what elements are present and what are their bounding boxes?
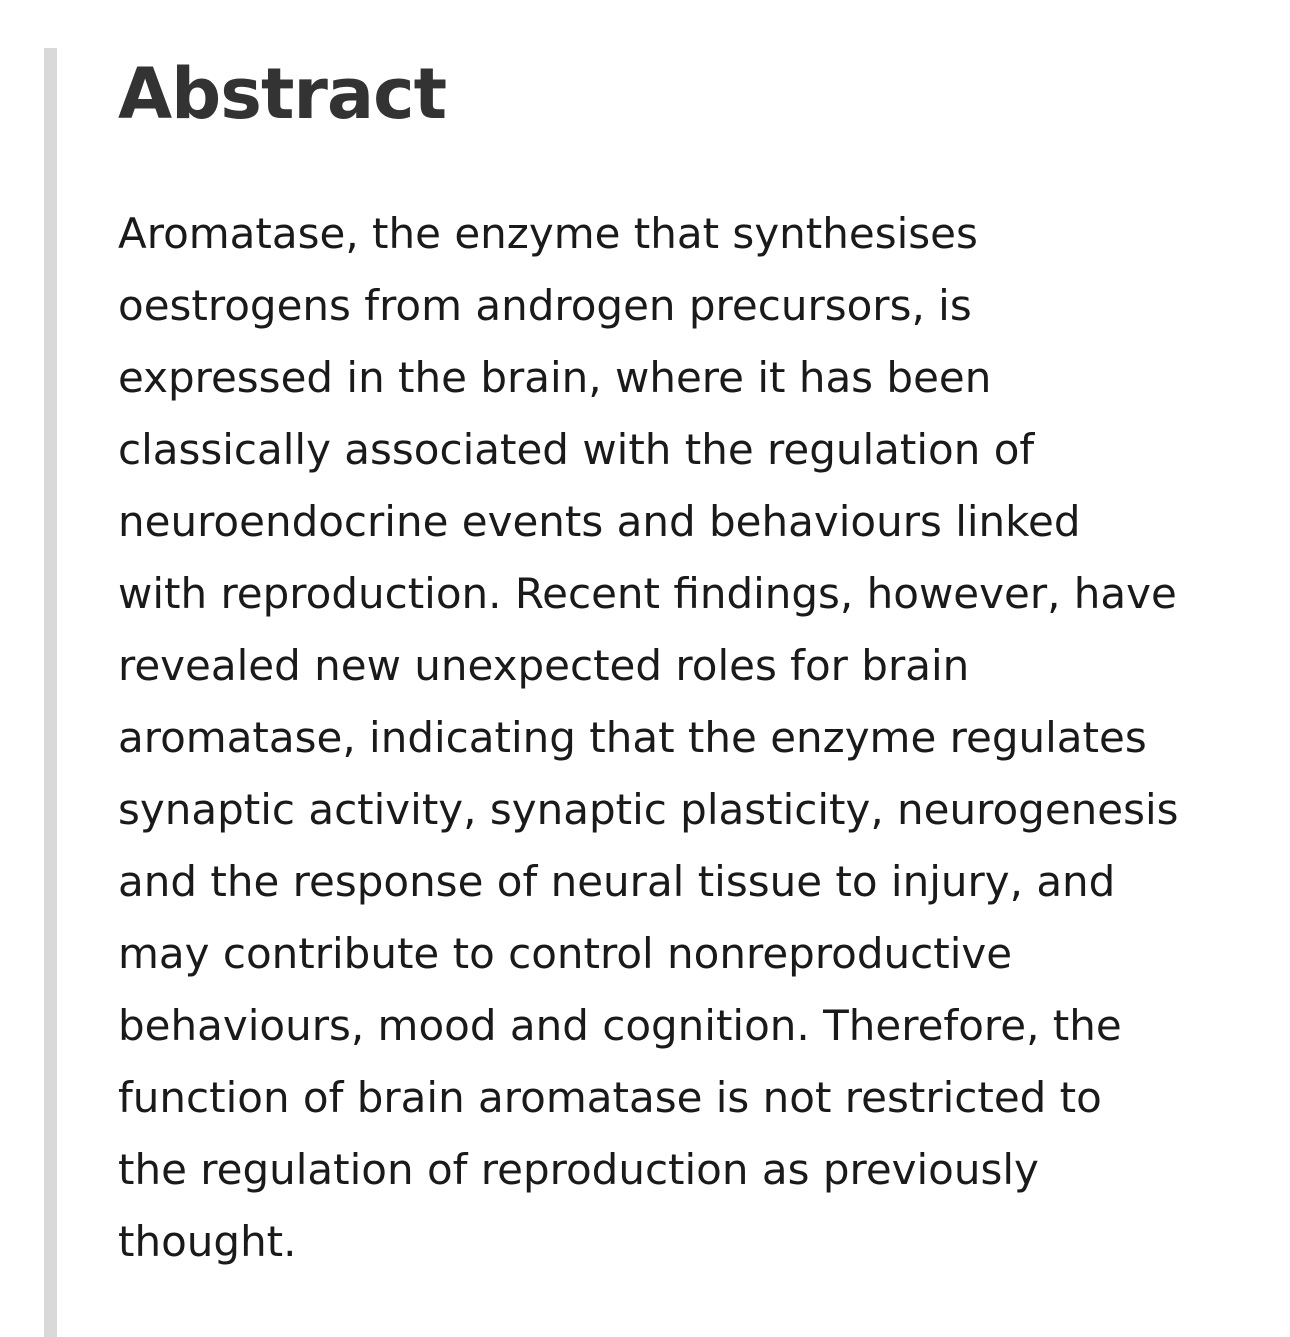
abstract-line: classically associated with the regulation of: [118, 425, 1035, 474]
abstract-line: behaviours, mood and cognition. Therefore, the: [118, 1001, 1122, 1050]
abstract-body: [118, 198, 1278, 1278]
abstract-line: thought.: [118, 1217, 297, 1266]
abstract-line: neuroendocrine events and behaviours linked: [118, 497, 1081, 546]
abstract-line: function of brain aromatase is not restricted to: [118, 1073, 1102, 1122]
abstract-line: with reproduction. Recent findings, however, have: [118, 569, 1177, 618]
abstract-line: may contribute to control nonreproductive: [118, 929, 1013, 978]
abstract-line: synaptic activity, synaptic plasticity, neurogenesis: [118, 785, 1179, 834]
abstract-line: expressed in the brain, where it has been: [118, 353, 992, 402]
abstract-line: and the response of neural tissue to injury, and: [118, 857, 1116, 906]
abstract-left-border: [44, 48, 57, 1337]
abstract-line: aromatase, indicating that the enzyme regulates: [118, 713, 1147, 762]
abstract-line: the regulation of reproduction as previously: [118, 1145, 1039, 1194]
abstract-heading: Abstract: [118, 53, 447, 135]
abstract-line: Aromatase, the enzyme that synthesises: [118, 209, 978, 258]
abstract-line: revealed new unexpected roles for brain: [118, 641, 970, 690]
abstract-line: oestrogens from androgen precursors, is: [118, 281, 972, 330]
